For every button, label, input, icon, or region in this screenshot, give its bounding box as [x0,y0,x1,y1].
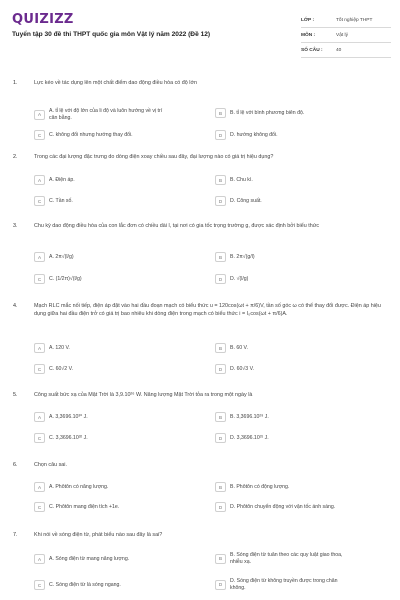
option-letter: C [34,364,45,374]
option-text: B. Chu kì. [230,176,253,183]
option-d[interactable] [215,274,365,284]
option-letter: A [34,554,45,564]
option-letter: A [34,482,45,492]
header [0,0,400,70]
option-text: B. Sóng điện từ tuân theo các quy luật giao thoa, nhiễu xạ. [230,552,343,565]
option-text: C. không đổi nhưng hướng thay đổi. [49,131,133,138]
option-a[interactable] [34,343,184,353]
option-text: C. Tần số. [49,197,73,204]
option-letter: A [34,110,45,120]
option-text: B. Phôtôn có động lượng. [230,483,290,490]
option-b[interactable] [215,175,365,185]
option-text: D. 3,3696.10³¹ J. [230,434,269,441]
option-letter: A [34,252,45,262]
option-a[interactable] [34,108,184,121]
question-text: Công suất bức xạ của Mặt Trời là 3,9.10²⁶ W. Năng lượng Mặt Trời tỏa ra trong một ngày là [34,392,253,398]
option-c[interactable] [34,364,184,374]
meta-value: 40 [336,47,342,53]
meta-row-count [301,43,391,58]
question-number: 7. [13,532,18,538]
option-letter: D [215,502,226,512]
option-letter: C [34,196,45,206]
option-text: D. Phôtôn chuyển động với vận tốc ánh sáng. [230,503,336,510]
option-text: D. √(l/g) [230,275,249,282]
meta-value: Tốt nghiệp THPT [336,17,373,23]
option-c[interactable] [34,433,184,443]
option-text: C. 60√2 V. [49,365,73,372]
option-letter: A [34,412,45,422]
option-letter: D [215,196,226,206]
option-text: A. 2π√(l/g) [49,253,74,260]
option-c[interactable] [34,502,184,512]
option-letter: D [215,274,226,284]
question-text: Mạch RLC mắc nối tiếp, điện áp đặt vào hai đầu đoạn mạch có biểu thức u = 120cos(ωt + π/6)V, tần số góc ω có thể thay đổi được. Điện áp hiệu dụng giữa hai đầu điện trở có giá trị bao nhiêu khi dòng điện trong mạch có biểu thức i = I₀cos(ωt + π/6)A. [34,303,381,317]
option-c[interactable] [34,196,184,206]
option-d[interactable] [215,196,365,206]
option-b[interactable] [215,252,365,262]
meta-label: MÔN : [301,32,316,38]
option-text: C. (1/2π)√(l/g) [49,275,82,282]
option-c[interactable] [34,130,184,140]
page-title: Tuyển tập 30 đề thi THPT quốc gia môn Vật lý năm 2022 (Đề 12) [12,31,211,38]
option-letter: B [215,175,226,185]
option-letter: B [215,482,226,492]
option-a[interactable] [34,412,184,422]
option-a[interactable] [34,554,184,564]
question-text: Lực kéo về tác dụng lên một chất điểm dao động điều hòa có độ lớn [34,80,197,86]
option-text: C. 3,3696.10³² J. [49,434,88,441]
option-letter: B [215,108,226,118]
option-text: A. 120 V. [49,344,70,351]
option-letter: A [34,343,45,353]
option-d[interactable] [215,578,365,591]
question-number: 4. [13,303,18,309]
question-text: Chọn câu sai. [34,462,67,468]
option-text: D. 60√3 V. [230,365,254,372]
option-text: A. Sóng điện từ mang năng lượng. [49,555,130,562]
option-letter: B [215,554,226,564]
option-b[interactable] [215,552,365,565]
meta-label: LỚP : [301,17,315,23]
option-c[interactable] [34,274,184,284]
option-letter: C [34,274,45,284]
option-text: A. 3,3696.10³⁰ J. [49,413,88,420]
meta-table [301,13,391,58]
question-number: 2. [13,154,18,160]
option-letter: B [215,252,226,262]
option-text: D. Sóng điện từ không truyền được trong chân không. [230,578,338,591]
question-text: Trong các đại lượng đặc trưng do dòng điện xoay chiều sau đây, đại lượng nào có giá trị hiệu dụng? [34,154,274,160]
option-letter: B [215,412,226,422]
option-a[interactable] [34,252,184,262]
meta-value: Vật lý [336,32,348,38]
option-d[interactable] [215,433,365,443]
option-letter: D [215,433,226,443]
option-letter: C [34,433,45,443]
question-number: 5. [13,392,18,398]
option-text: B. 3,3696.10²⁹ J. [230,413,269,420]
option-letter: B [215,343,226,353]
question-number: 6. [13,462,18,468]
option-b[interactable] [215,108,365,118]
option-text: A. Điện áp. [49,176,75,183]
option-text: B. 2π√(g/l) [230,253,255,260]
option-a[interactable] [34,482,184,492]
option-letter: C [34,130,45,140]
option-d[interactable] [215,364,365,374]
option-text: A. tỉ lệ với độ lớn của li độ và luôn hướng về vị trí cân bằng. [49,108,163,121]
option-b[interactable] [215,482,365,492]
option-text: A. Phôtôn có năng lượng. [49,483,109,490]
question-number: 3. [13,223,18,229]
option-letter: C [34,580,45,590]
option-letter: D [215,580,226,590]
option-text: D. Công suất. [230,197,262,204]
option-text: C. Sóng điện từ là sóng ngang. [49,581,121,588]
meta-row-subject [301,28,391,43]
option-text: D. hướng không đổi. [230,131,278,138]
option-letter: A [34,175,45,185]
meta-label: SỐ CÂU : [301,47,323,53]
meta-row-class [301,13,391,28]
option-text: C. Phôtôn mang điện tích +1e. [49,503,120,510]
option-d[interactable] [215,502,365,512]
question-number: 1. [13,80,18,86]
option-letter: D [215,364,226,374]
option-d[interactable] [215,130,365,140]
question-text: Chu kỳ dao động điều hòa của con lắc đơn có chiều dài l, tại nơi có gia tốc trọng trường g, được xác định bởi biểu thức [34,223,320,229]
question-text: Khi nói về sóng điện từ, phát biểu nào sau đây là sai? [34,532,163,538]
option-a[interactable] [34,175,184,185]
option-b[interactable] [215,412,365,422]
quizizz-logo: QUIZIZZ [12,12,74,27]
option-text: B. 60 V. [230,344,248,351]
option-text: B. tỉ lệ với bình phương biên độ. [230,109,305,116]
option-letter: D [215,130,226,140]
option-c[interactable] [34,580,184,590]
option-letter: C [34,502,45,512]
option-b[interactable] [215,343,365,353]
